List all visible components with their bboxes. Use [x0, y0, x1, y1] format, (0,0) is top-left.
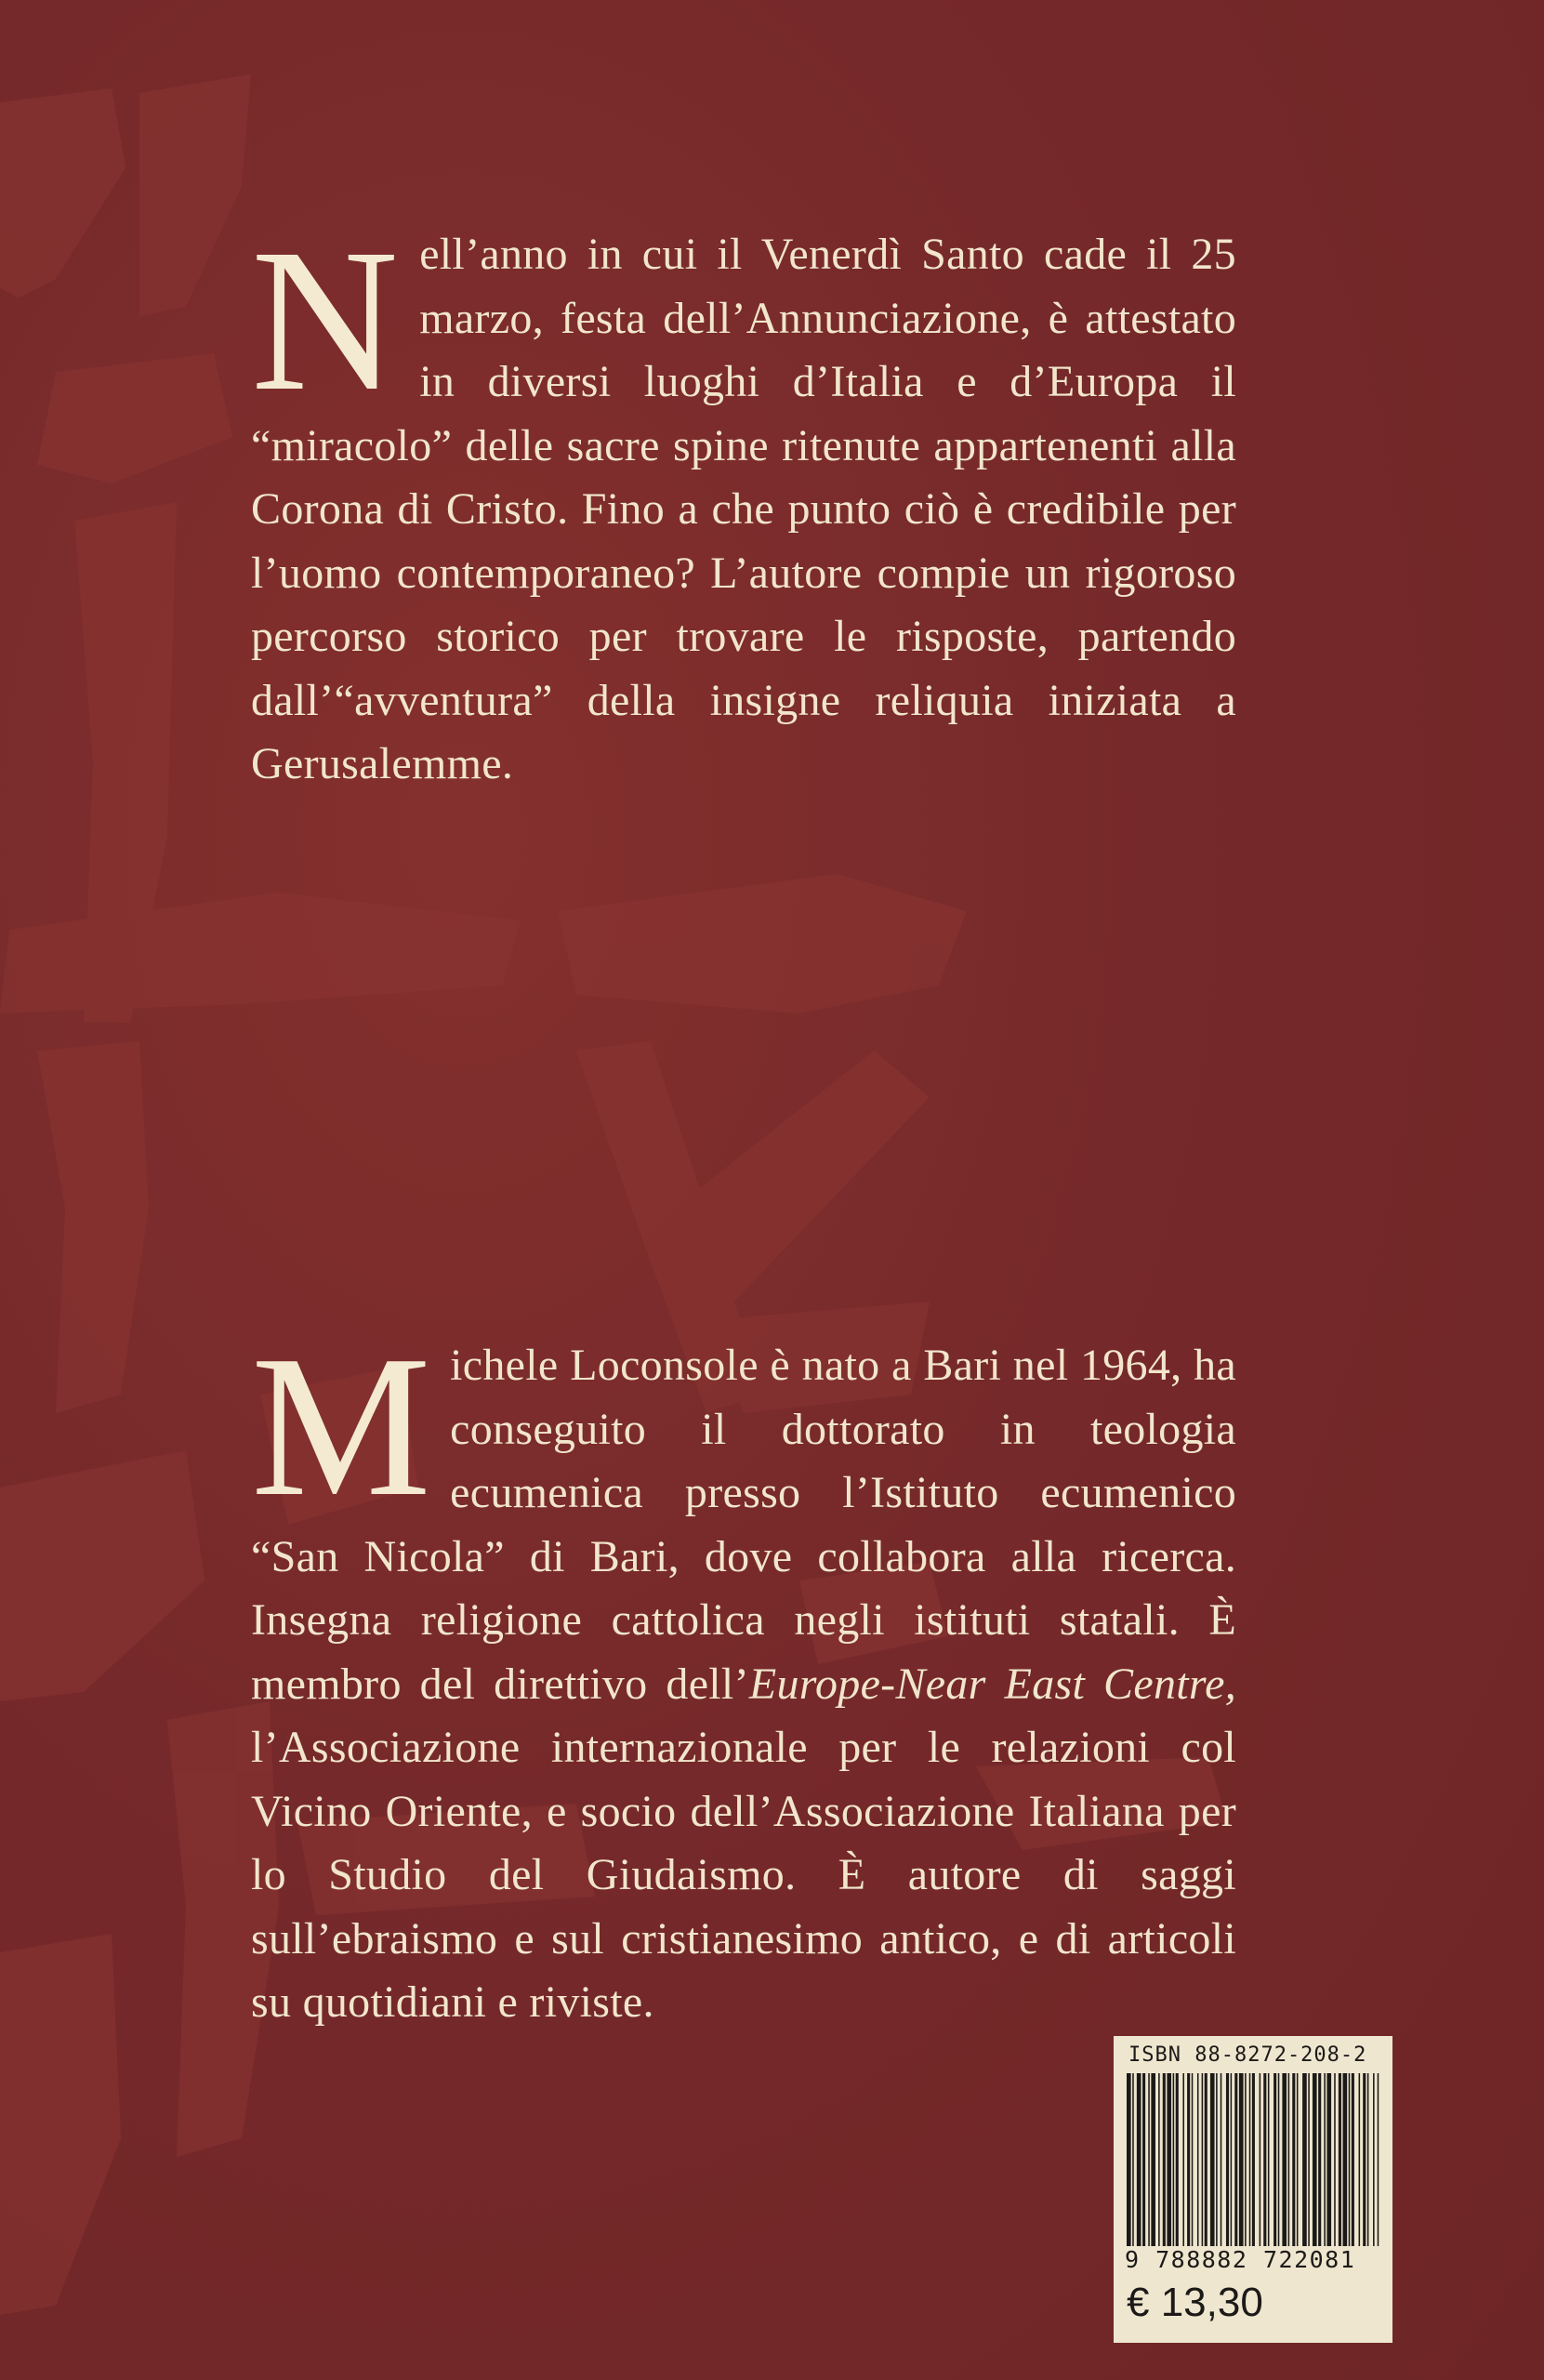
- bio-italic-centre-name: Europe-Near East Centre,: [748, 1659, 1236, 1709]
- barcode-label: [1114, 2036, 1392, 2343]
- blurb-text: ell’anno in cui il Venerdì Santo cade il 25 marzo, festa dell’Annunciazione, è attestato in diversi luoghi d’Italia e d’Europa il “miracolo” delle sacre spine ritenute appartenenti alla Corona di Cristo. Fino a che punto ciò è credibile per l’uomo contemporaneo? L’autore compie un rigoroso percorso storico per trovare le risposte, partendo dall’“avventura” della insigne reliquia iniziata a Gerusalemme.: [251, 230, 1236, 788]
- dropcap-m: M: [251, 1315, 432, 1539]
- author-bio-paragraph: [251, 1315, 1236, 2035]
- isbn-text: ISBN 88-8272-208-2: [1128, 2043, 1367, 2067]
- barcode-bars: [1125, 2073, 1381, 2246]
- dropcap-n: N: [251, 206, 400, 433]
- bio-text-part1: ichele Loconsole è nato a Bari nel 1964, ha conseguito il dottorato in teologia ecumenica presso l’Istituto ecumenico “San Nicola” di Bari, dove collabora alla ricerca. Insegna religione cattolica negli istituti statali. È membro del direttivo dell’: [251, 1341, 1236, 1709]
- blurb-paragraph: [251, 206, 1236, 797]
- bio-text-part2: l’Associazione internazionale per le relazioni col Vicino Oriente, e socio dell’Associazione Italiana per lo Studio del Giudaismo. È autore di saggi sull’ebraismo e sul cristianesimo antico, e di articoli su quotidiani e riviste.: [251, 1723, 1236, 2027]
- price-text: € 13,30: [1127, 2280, 1263, 2325]
- ean-number: 9 788882 722081: [1125, 2246, 1356, 2273]
